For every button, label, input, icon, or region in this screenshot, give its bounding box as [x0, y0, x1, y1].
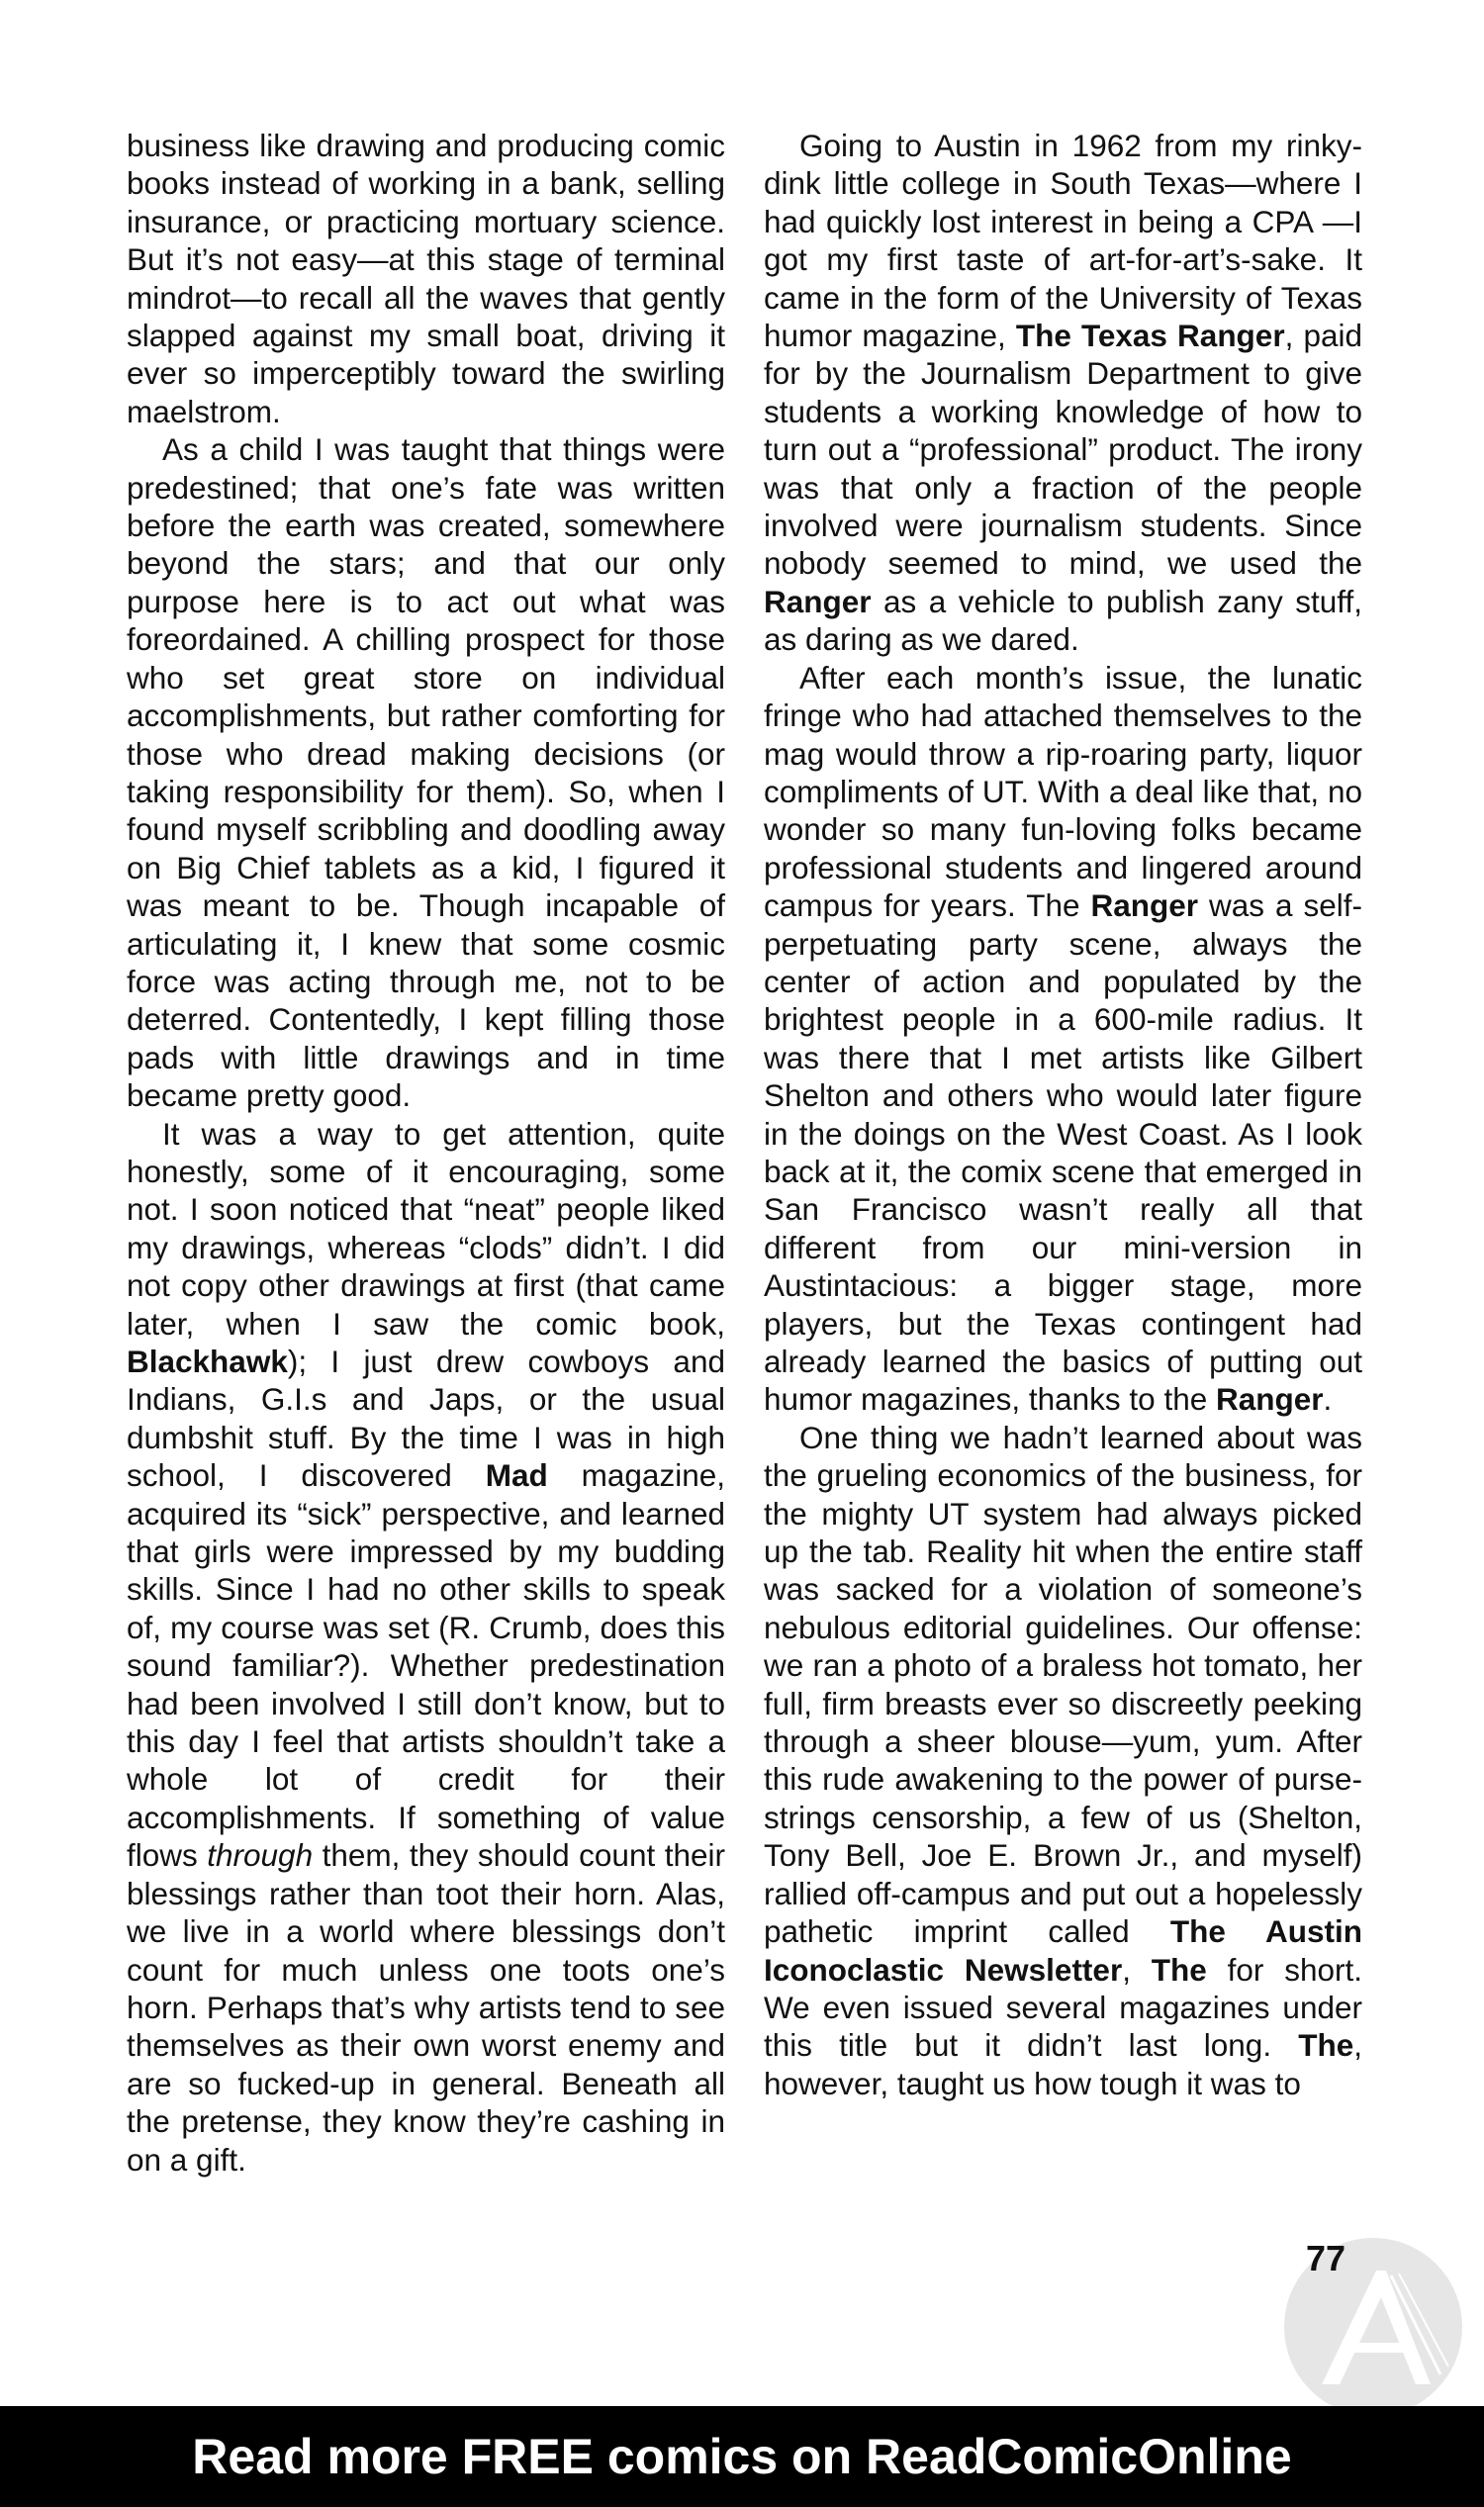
left-p3-text-c: magazine, acquired its “sick” perspective, and learned that girls were impressed by my budding skills. Since I had no other skills to speak of, my course was set (R. Crumb, does this sound familiar?). Whether predestination had been involved I still don’t know, but to this day I feel that artists shouldn’t take a whole lot of credit for their accomplishments. If something of value flows — [127, 1457, 725, 1874]
right-p3-text-a: One thing we hadn’t learned about was the grueling economics of the business, for the mighty UT system had always picked up the tab. Reality hit when the entire staff was sacked for a violation of someone’s nebulous editorial guidelines. Our offense: we ran a photo of a braless hot tomato, her full, firm breasts ever so discreetly peeking through a sheer blouse—yum, yum. After this rude awakening to the power of purse-strings censorship, a few of us (Shelton, Tony Bell, Joe E. Brown Jr., and myself) rallied off-campus and put out a hopelessly pathetic imprint called — [764, 1419, 1362, 1950]
ranger-title: Ranger — [1090, 887, 1198, 924]
left-p3-text-a: It was a way to get attention, quite honestly, some of it encouraging, some not. I soon noticed that “neat” people liked my drawings, whereas “clods” didn’t. I did not copy other drawings at first (that came later, when I saw the comic book, — [127, 1115, 725, 1342]
left-p3-text-d: them, they should count their blessings rather than toot their horn. Alas, we live in a world where blessings don’t count for much unless one toots one’s horn. Perhaps that’s why artists tend to see themselves as their own worst enemy and are so fucked-up in general. Beneath all the pretense, they know they’re cashing in on a gift. — [127, 1837, 725, 2178]
right-p1-text-c: as a vehicle to publish zany stuff, as daring as we dared. — [764, 583, 1362, 658]
left-p3-text-b: ); I just drew cowboys and Indians, G.I.s and Japs, or the usual dumbshit stuff. By the time I was in high school, I discovered — [127, 1344, 725, 1494]
right-p2-text-a: After each month’s issue, the lunatic fringe who had attached themselves to the mag would throw a rip-roaring party, liquor compliments of UT. With a deal like that, no wonder so many fun-loving folks became professional students and lingered around campus for years. The — [764, 659, 1362, 924]
left-column — [127, 127, 725, 2179]
right-p3-text-c: for short. We even issued several magazines under this title but it didn’t last long. — [764, 1951, 1362, 2064]
left-paragraph-1: business like drawing and producing comic books instead of working in a bank, selling insurance, or practicing mortuary science. But it’s not easy—at this stage of terminal mindrot—to recall all the waves that gently slapped against my small boat, driving it ever so imperceptibly toward the swirling maelstrom. — [127, 128, 725, 429]
left-paragraph-3 — [127, 1115, 725, 2179]
right-p3-text-d: , however, taught us how tough it was to — [764, 2027, 1362, 2101]
right-p1-text-b: , paid for by the Journalism Department to give students a working knowledge of how to turn out a “professional” product. The irony was that only a fraction of the people involved were journalism students. Since nobody seemed to mind, we used the — [764, 318, 1362, 582]
right-paragraph-1 — [764, 127, 1362, 659]
newsletter-title: The Austin Iconoclastic Newsletter — [764, 1913, 1363, 1988]
through-emphasis: through — [207, 1837, 314, 1874]
right-p2-text-c: . — [1323, 1381, 1333, 1418]
page-number: 77 — [1306, 2238, 1346, 2278]
ranger-title: Ranger — [764, 583, 872, 619]
right-paragraph-2 — [764, 659, 1362, 1419]
right-p3-text-b: , — [1122, 1951, 1152, 1988]
left-paragraph-2: As a child I was taught that things were predestined; that one’s fate was written before the earth was created, somewhere beyond the stars; and that our only purpose here is to act out what was foreordained. A chilling prospect for those who set great store on individual accomplishments, but rather comforting for those who dread making decisions (or taking responsibility for them). So, when I found myself scribbling and doodling away on Big Chief tablets as a kid, I figured it was meant to be. Though incapable of articulating it, I knew that some cosmic force was acting through me, not to be deterred. Contentedly, I kept filling those pads with little drawings and in time became pretty good. — [127, 431, 725, 1114]
blackhawk-title: Blackhawk — [127, 1344, 288, 1379]
right-column — [764, 127, 1362, 2102]
texas-ranger-title: The Texas Ranger — [1015, 318, 1285, 354]
right-p1-text-a: Going to Austin in 1962 from my rinky-dink little college in South Texas—where I had quickly lost interest in being a CPA —I got my first taste of art-for-art’s-sake. It came in the form of the University of Texas humor magazine, — [764, 128, 1362, 354]
right-paragraph-3 — [764, 1419, 1362, 2102]
right-p2-text-b: was a self-perpetuating party scene, always the center of action and populated by the brightest people in a 600-mile radius. It was there that I met artists like Gilbert Shelton and others who would later figure in the doings on the West Coast. As I look back at it, the comix scene that emerged in San Francisco wasn’t really all that different from our mini-version in Austintacious: a bigger stage, more players, but the Texas contingent had already learned the basics of putting out humor magazines, thanks to the — [764, 887, 1362, 1418]
mad-title: Mad — [485, 1457, 548, 1494]
read-more-banner[interactable]: Read more FREE comics on ReadComicOnline — [0, 2406, 1484, 2507]
ranger-title: Ranger — [1216, 1381, 1324, 1418]
the-title: The — [1298, 2027, 1354, 2064]
the-title: The — [1151, 1951, 1207, 1988]
